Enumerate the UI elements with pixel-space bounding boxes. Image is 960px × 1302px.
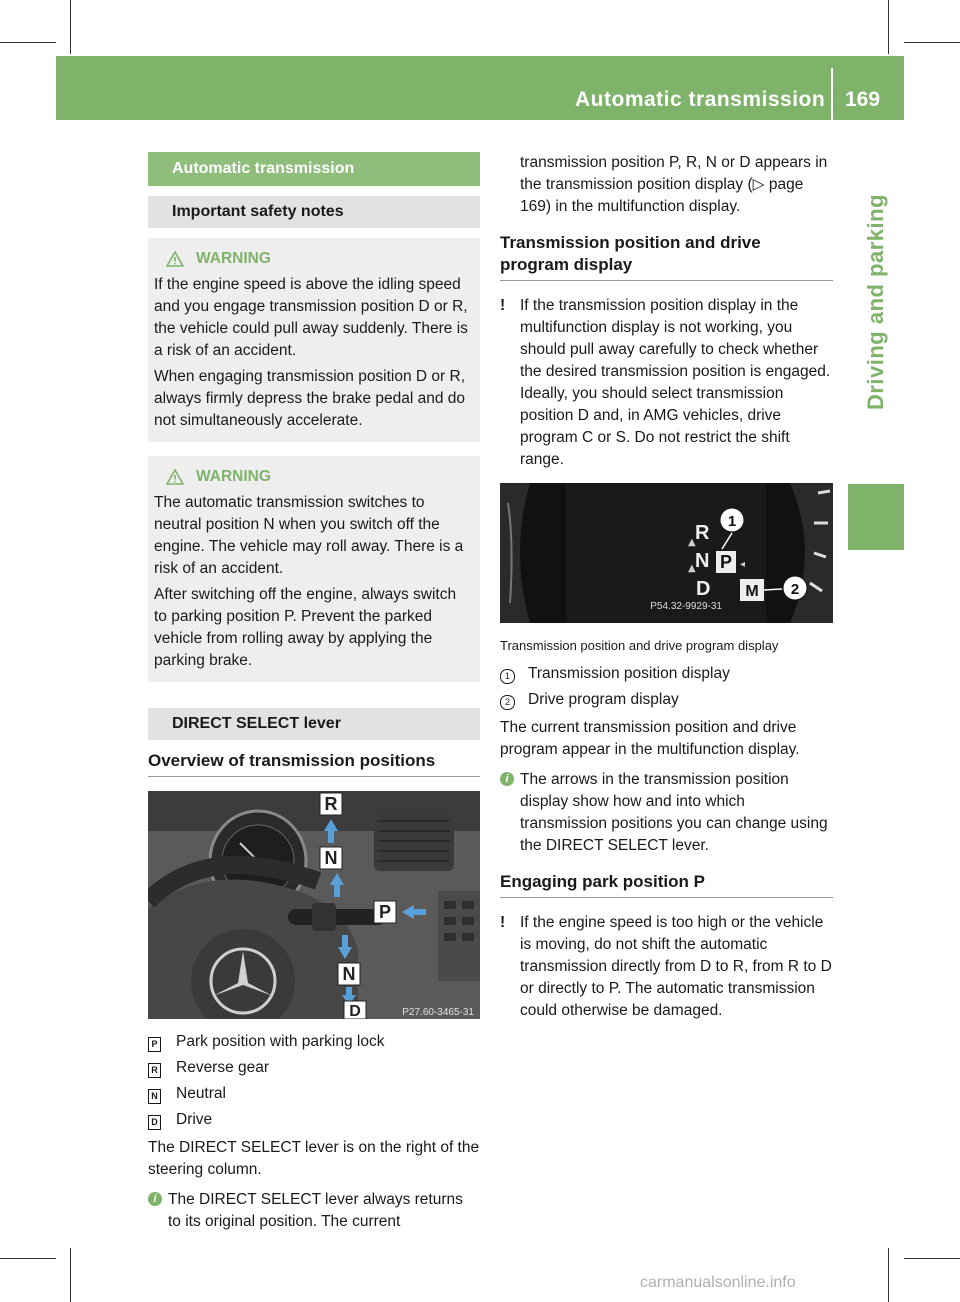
gear-label-r <box>320 793 342 815</box>
info-text: The arrows in the transmission position display show how and into which transmission positions you can change using the DIRECT SELECT lever. <box>520 771 828 854</box>
gear-letter: D <box>349 1003 361 1019</box>
figure-caption: Transmission position and drive program display <box>500 638 779 653</box>
warning-label: WARNING <box>196 250 271 267</box>
gear-letter: N <box>695 550 710 572</box>
figure-code: P54.32-9929-31 <box>650 601 722 612</box>
gear-letter: M <box>745 583 759 600</box>
info-note <box>148 1189 480 1233</box>
chapter-label: Driving and parking <box>863 193 888 411</box>
legend-item <box>148 1031 480 1053</box>
warning-label: WARNING <box>196 468 271 485</box>
subsection-title: DIRECT SELECT lever <box>148 708 480 740</box>
caution-text: If the transmission position display in the multifunction display is not working, you should pull away carefully to check whether the desired transmission position is engaged. Ideally, you should select transmission position D and, in AMG vehicles, drive program C or S. Do not restrict the shift range. <box>520 297 831 468</box>
caution-note <box>500 295 833 471</box>
warning-text: After switching off the engine, always switch to parking position P. Prevent the parked vehicle from rolling away by applying the parking brake. <box>154 586 457 669</box>
crop-mark <box>904 1258 960 1259</box>
crop-mark <box>0 42 56 43</box>
key-d-icon: D <box>148 1115 161 1130</box>
page-number: 169 <box>845 88 881 111</box>
steering-wheel-illustration <box>148 791 480 1019</box>
callout-2-icon: 2 <box>500 695 515 710</box>
warning-text: The automatic transmission switches to neutral position N when you switch off the engine. The vehicle may roll away. There is a risk of an accident. <box>154 494 464 577</box>
multifunction-display-illustration <box>500 483 833 623</box>
legend-item <box>500 689 833 711</box>
exclamation-icon: ! <box>500 297 506 314</box>
key-n-icon: N <box>148 1089 161 1104</box>
crop-mark <box>888 0 889 54</box>
svg-text:◂: ◂ <box>740 559 746 570</box>
legend-text: Drive program display <box>528 691 679 708</box>
legend-text: Transmission position display <box>528 665 730 682</box>
warning-triangle-icon <box>166 469 184 485</box>
gear-letter: P <box>719 552 733 572</box>
legend-item <box>148 1057 480 1079</box>
body-text: The current transmission position and drive program appear in the multifunction display. <box>500 719 800 758</box>
crop-mark <box>70 1248 71 1302</box>
crop-mark <box>0 1258 56 1259</box>
section-title: Automatic transmission <box>148 152 480 186</box>
legend-text: Park position with parking lock <box>176 1033 385 1050</box>
gear-label-n <box>320 847 342 869</box>
crop-mark <box>904 42 960 43</box>
gear-label-d <box>344 1001 366 1019</box>
callout-number: 1 <box>727 513 737 530</box>
legend-text: Drive <box>176 1111 213 1128</box>
key-p-icon: P <box>148 1037 161 1052</box>
key-r-icon: R <box>148 1063 161 1078</box>
watermark: carmanualsonline.info <box>640 1274 796 1291</box>
legend-item <box>148 1083 480 1105</box>
subsection-title: Important safety notes <box>148 196 480 228</box>
callout-1-icon: 1 <box>500 669 515 684</box>
left-column <box>148 152 480 1241</box>
gear-letter: N <box>342 964 356 984</box>
legend-item <box>500 663 833 685</box>
warning-text: If the engine speed is above the idling speed and you engage transmission position D or R, the vehicle could pull away suddenly. There is a risk of an accident. <box>154 276 468 359</box>
section-heading: Overview of transmission positions <box>148 750 480 777</box>
warning-heading <box>154 248 472 270</box>
legend-text: Reverse gear <box>176 1059 270 1076</box>
warning-triangle-icon <box>166 251 184 267</box>
legend-item <box>148 1109 480 1131</box>
chapter-marker-block <box>848 484 904 550</box>
callout-number: 2 <box>790 581 800 598</box>
gear-label-n-lower <box>338 963 360 985</box>
figure-code: P27.60-3465-31 <box>402 1007 474 1018</box>
right-column <box>500 152 833 1030</box>
caution-note <box>500 912 833 1022</box>
gear-letter: D <box>696 578 711 600</box>
warning-heading <box>154 466 472 488</box>
caution-text: If the engine speed is too high or the vehicle is moving, do not shift the automatic transmission directly from D to R, from R to D or directly to P. The automatic transmission could otherwise be damaged. <box>520 914 832 1019</box>
warning-box <box>148 238 480 442</box>
continued-text: transmission position P, R, N or D appears in the transmission position display (▷ page 169) in the multifunction display. <box>520 154 828 215</box>
running-header-title: Automatic transmission <box>575 88 826 111</box>
steering-wheel-figure <box>148 791 480 1019</box>
gear-letter: R <box>324 794 338 814</box>
info-text: The DIRECT SELECT lever always returns to its original position. The current <box>168 1191 463 1230</box>
body-text: The DIRECT SELECT lever is on the right of the steering column. <box>148 1139 480 1178</box>
section-heading: Transmission position and drive program display <box>500 232 833 281</box>
exclamation-icon: ! <box>500 914 506 931</box>
warning-box <box>148 456 480 682</box>
gear-letter: P <box>378 902 392 922</box>
info-note <box>500 769 833 857</box>
header-separator <box>831 68 833 120</box>
svg-text:▲: ▲ <box>688 563 696 574</box>
warning-text: When engaging transmission position D or R, always firmly depress the brake pedal and do not simultaneously accelerate. <box>154 368 466 429</box>
gear-label-p <box>374 901 396 923</box>
instrument-cluster-figure <box>500 483 833 623</box>
section-heading: Engaging park position P <box>500 871 833 898</box>
svg-text:▲: ▲ <box>688 537 696 548</box>
crop-mark <box>70 0 71 54</box>
crop-mark <box>888 1248 889 1302</box>
gear-letter: R <box>695 522 710 544</box>
info-icon: i <box>500 772 514 786</box>
legend-text: Neutral <box>176 1085 226 1102</box>
info-icon: i <box>148 1192 162 1206</box>
gear-letter: N <box>324 848 338 868</box>
chapter-side-tab <box>848 120 904 484</box>
